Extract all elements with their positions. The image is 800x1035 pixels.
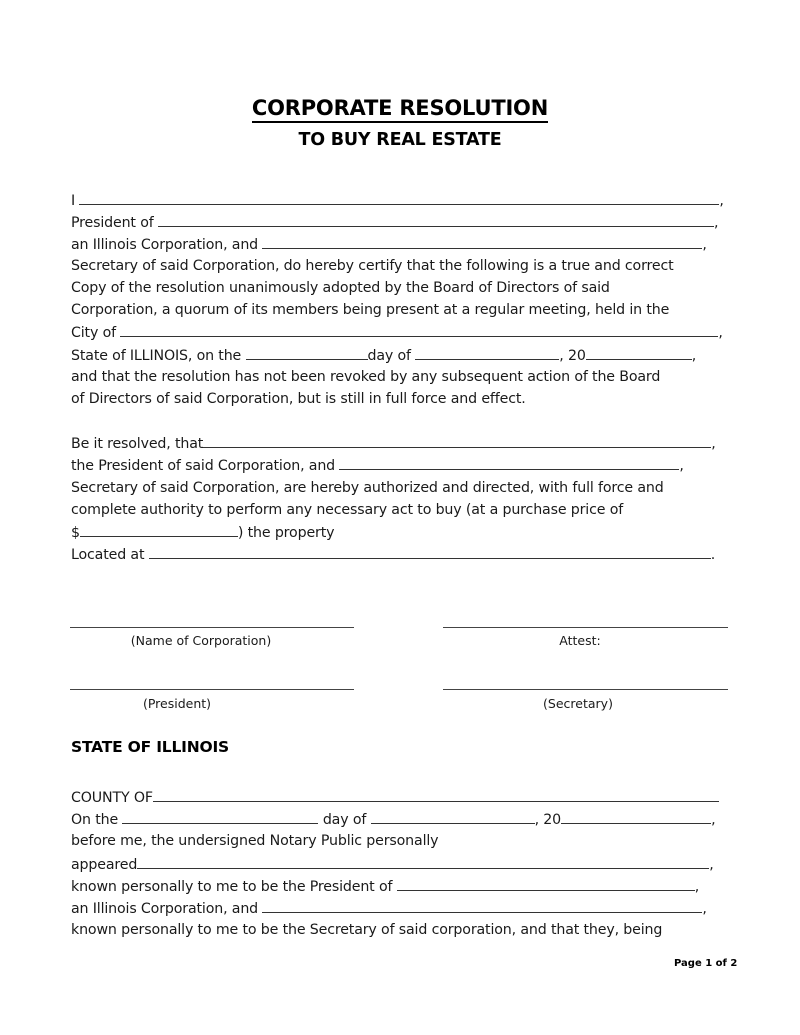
attest-signature-line[interactable]	[443, 627, 728, 628]
resolution-line-location: Located at .	[71, 543, 731, 565]
notary-line-date: On the day of , 20 ,	[71, 808, 731, 830]
cert-line-5: Copy of the resolution unanimously adopted by the Board of Directors of said	[71, 280, 610, 296]
cert-line-10: of Directors of said Corporation, but is still in full force and effect.	[71, 391, 526, 407]
notary-line-corporation: an Illinois Corporation, and ,	[71, 897, 731, 919]
cert-line-corporation: an Illinois Corporation, and ,	[71, 233, 731, 255]
meeting-month-field[interactable]	[415, 344, 559, 360]
notary-heading: STATE OF ILLINOIS	[71, 738, 230, 756]
cert-line-name: I ,	[71, 189, 731, 211]
president-signature-line[interactable]	[70, 689, 354, 690]
cert-line-9: and that the resolution has not been revoked by any subsequent action of the Board	[71, 369, 661, 385]
cert-line-president-of: President of ,	[71, 211, 731, 233]
resolution-line-price: $ ) the property	[71, 521, 731, 543]
resolution-line-4: complete authority to perform any necessary act to buy (at a purchase price of	[71, 502, 624, 518]
document-subtitle: TO BUY REAL ESTATE	[298, 130, 502, 150]
notary-corporation-field[interactable]	[397, 875, 695, 891]
notary-line-appeared: appeared ,	[71, 853, 731, 875]
resolution-line-president: the President of said Corporation, and ,	[71, 454, 731, 476]
notary-month-field[interactable]	[371, 808, 535, 824]
attest-caption: Attest:	[559, 633, 601, 648]
cert-line-state-date: State of ILLINOIS, on the day of , 20 ,	[71, 344, 731, 366]
notary-day-field[interactable]	[122, 808, 318, 824]
notary-line-county: COUNTY OF	[71, 786, 731, 808]
corporation-signature-line[interactable]	[70, 627, 354, 628]
resolution-line-3: Secretary of said Corporation, are hereby authorized and directed, with full force and	[71, 480, 664, 496]
resolved-president-field[interactable]	[203, 432, 711, 448]
secretary-caption: (Secretary)	[543, 696, 613, 711]
city-field[interactable]	[120, 321, 718, 337]
notary-line-president: known personally to me to be the President of ,	[71, 875, 731, 897]
secretary-signature-line[interactable]	[443, 689, 728, 690]
document-title: CORPORATE RESOLUTION	[0, 96, 800, 120]
corporation-name-field[interactable]	[158, 211, 714, 227]
notary-secretary-field[interactable]	[262, 897, 702, 913]
appeared-name-field[interactable]	[137, 853, 709, 869]
notary-year-field[interactable]	[561, 808, 711, 824]
cert-line-4: Secretary of said Corporation, do hereby certify that the following is a true and correct	[71, 258, 674, 274]
president-name-field[interactable]	[79, 189, 719, 205]
purchase-price-field[interactable]	[80, 521, 238, 537]
meeting-day-field[interactable]	[246, 344, 368, 360]
resolved-secretary-field[interactable]	[339, 454, 679, 470]
meeting-year-field[interactable]	[586, 344, 692, 360]
secretary-name-field[interactable]	[262, 233, 702, 249]
resolution-line-resolved: Be it resolved, that ,	[71, 432, 731, 454]
notary-line-secretary: known personally to me to be the Secretary of said corporation, and that they, being	[71, 922, 663, 938]
notary-line-before: before me, the undersigned Notary Public personally	[71, 833, 439, 849]
president-caption: (President)	[142, 696, 212, 711]
property-location-field[interactable]	[149, 543, 711, 559]
corporation-name-caption: (Name of Corporation)	[130, 633, 272, 648]
page-number: Page 1 of 2	[674, 958, 738, 969]
cert-line-6: Corporation, a quorum of its members being present at a regular meeting, held in the	[71, 302, 670, 318]
county-field[interactable]	[153, 786, 719, 802]
cert-line-city: City of ,	[71, 321, 731, 343]
